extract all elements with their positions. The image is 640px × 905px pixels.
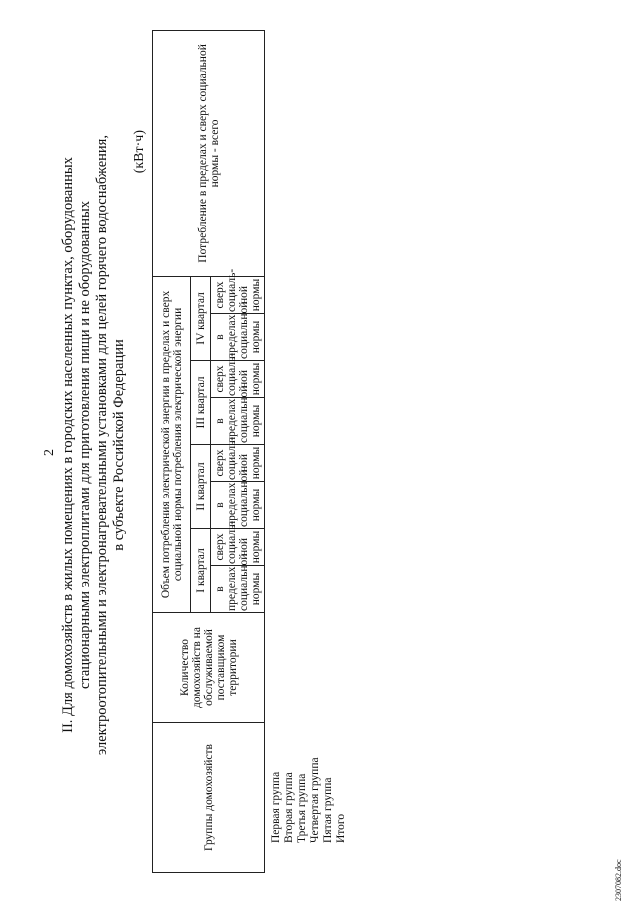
section-heading: II. Для домохозяйств в жилых помещениях в городских населенных пунктах, оборудованных стационарными электроплитами для приготовления пищи и не оборудованных электроотопительными и электронагревательными установками для целей горячего водоснабжения, в субъекте Российской Федерации — [60, 135, 127, 755]
page-number: 2 — [42, 449, 57, 456]
header-q3-above: сверх социаль-ной нормы — [211, 361, 265, 398]
header-households-count: Количество домохозяйств на обслуживаемой поставщиком территории — [153, 613, 265, 723]
row-label: Четвертая группа — [309, 757, 321, 843]
row-label: Пятая группа — [322, 777, 334, 843]
header-q4-above: сверх социаль-ной нормы — [211, 276, 265, 313]
row-label-total: Итого — [335, 813, 347, 843]
row-label: Третья группа — [296, 773, 308, 843]
header-q2-within: в пределах социальной нормы — [211, 482, 265, 529]
header-q1-within: в пределах социальной нормы — [211, 566, 265, 613]
header-q3-within: в пределах социальной нормы — [211, 398, 265, 445]
header-quarter-2: II квартал — [191, 445, 211, 529]
group-rows — [270, 757, 348, 843]
header-q4-within: в пределах социальной нормы — [211, 314, 265, 361]
consumption-table — [152, 30, 265, 873]
unit-label: (кВт·ч) — [132, 130, 147, 174]
header-quarter-1: I квартал — [191, 529, 211, 613]
header-volume: Объем потребления электрической энергии в пределах и сверх социальной нормы потребления электрической энергии — [153, 276, 191, 612]
header-quarter-4: IV квартал — [191, 276, 211, 360]
row-label: Вторая группа — [283, 772, 295, 843]
header-q2-above: сверх социаль-ной нормы — [211, 445, 265, 482]
header-total: Потребление в пределах и сверх социальной нормы - всего — [153, 30, 265, 276]
document-code: 2307082.doc — [614, 859, 623, 901]
header-q1-above: сверх социаль-ной нормы — [211, 529, 265, 566]
header-quarter-3: III квартал — [191, 361, 211, 445]
row-label: Первая группа — [270, 771, 282, 843]
header-groups: Группы домохозяйств — [153, 723, 265, 873]
